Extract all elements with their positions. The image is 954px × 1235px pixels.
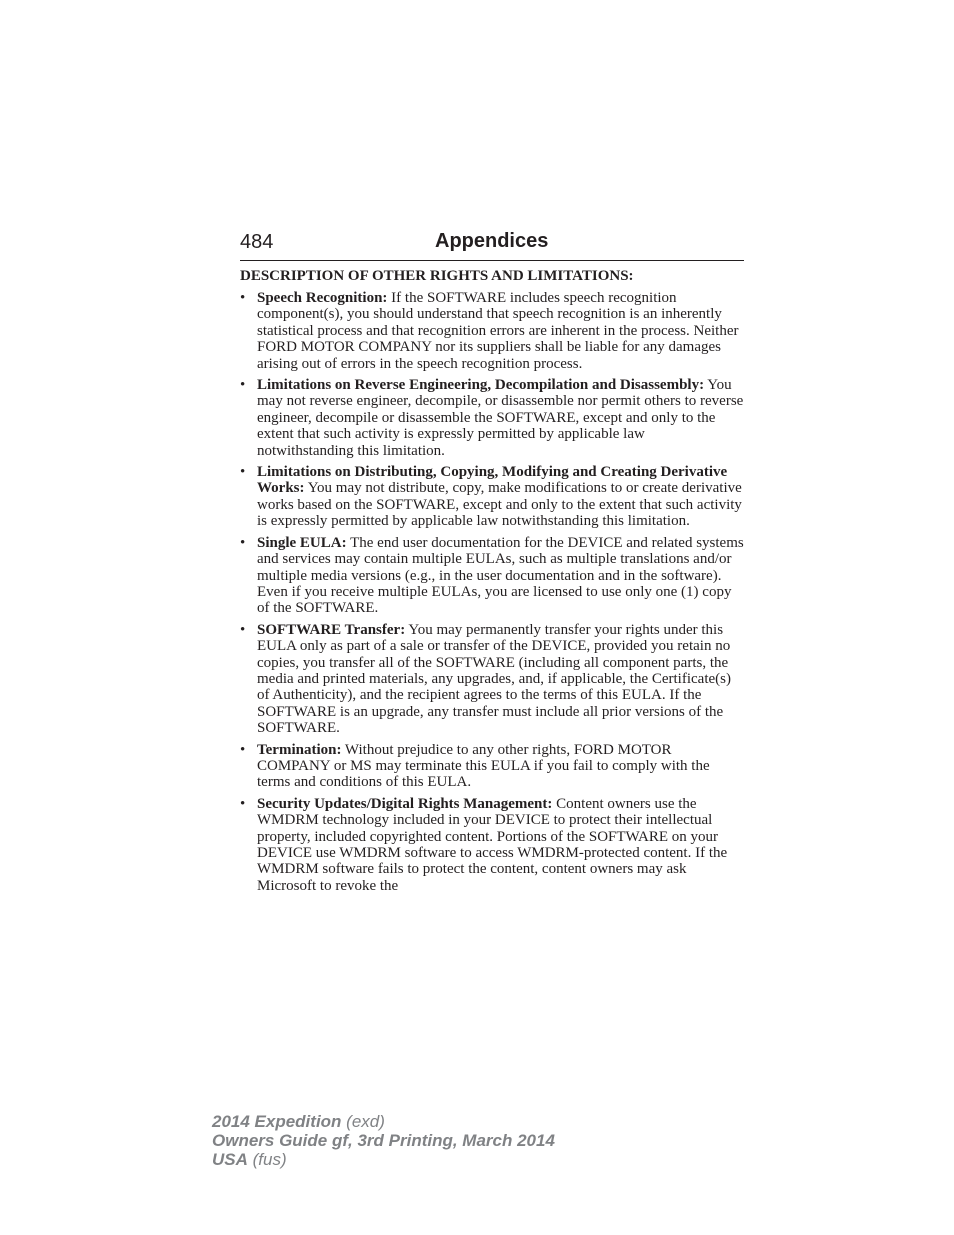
bullet-icon: • <box>240 534 246 551</box>
bullet-text: You may permanently transfer your rights under this EULA only as part of a sale or transfer of the DEVICE, provided you retain no copies, you transfer all of the SOFTWARE (including all component parts, the media and printed materials, any upgrades, and, if applicable, the Certificate(s) of Authenticity), and the recipient agrees to the terms of this EULA. If the SOFTWARE is an upgrade, any transfer must include all prior versions of the SOFTWARE. <box>257 621 731 737</box>
bullet-term: Single EULA: <box>257 534 347 551</box>
footer-model-code: (exd) <box>341 1112 385 1131</box>
bullet-item-speech-recognition <box>240 290 744 372</box>
bullet-item-single-eula <box>240 535 744 617</box>
footer-market-code: (fus) <box>247 1150 287 1169</box>
bullet-icon: • <box>240 741 246 758</box>
bullet-icon: • <box>240 377 246 394</box>
footer-guide-line: Owners Guide gf, 3rd Printing, March 2014 <box>212 1131 555 1150</box>
bullet-text: You may not reverse engineer, decompile, or disassemble nor permit others to reverse engineer, decompile or disassemble the SOFTWARE, except and only to the extent that such activity is expressly permitted by applicable law notwithstanding this limitation. <box>257 377 744 459</box>
bullet-icon: • <box>240 290 246 306</box>
bullet-text: You may not distribute, copy, make modifications to or create derivative works based on the SOFTWARE, except and only to the extent that such activity is expressly permitted by applicable law notwithstanding this limitation. <box>257 480 742 530</box>
bullet-item-security-updates <box>240 796 744 894</box>
bullet-text: If the SOFTWARE includes speech recognition component(s), you should understand that speech recognition is an inherently statistical process and that recognition errors are inherent in the process. Neither FORD MOTOR COMPANY nor its suppliers shall be liable for any damages arising out of errors in the speech recognition process. <box>257 290 739 372</box>
page-footer <box>212 1112 555 1169</box>
page-content <box>240 268 744 899</box>
section-heading: DESCRIPTION OF OTHER RIGHTS AND LIMITATIONS: <box>240 268 634 284</box>
bullet-term: Limitations on Distributing, Copying, Modifying and Creating Derivative Works: <box>257 464 728 497</box>
footer-model: 2014 Expedition <box>212 1112 342 1131</box>
bullet-text: Content owners use the WMDRM technology included in your DEVICE to protect their intellectual property, included copyrighted content. Portions of the SOFTWARE on your DEVICE use WMDRM software to access WMDRM-protected content. If the WMDRM software fails to protect the content, content owners may ask Microsoft to revoke the <box>257 795 728 894</box>
bullet-term: Security Updates/Digital Rights Management: <box>257 795 553 812</box>
bullet-text: The end user documentation for the DEVICE and related systems and services may contain multiple EULAs, such as multiple translations and/or multiple media versions (e.g., in the user documentation and in the software). Even if you receive multiple EULAs, you are licensed to use only one (1) copy of the SOFTWARE. <box>257 534 744 617</box>
bullet-term: SOFTWARE Transfer: <box>257 621 406 638</box>
chapter-title: Appendices <box>435 230 549 252</box>
bullet-term: Speech Recognition: <box>257 290 388 306</box>
bullet-icon: • <box>240 795 246 812</box>
bullet-term: Limitations on Reverse Engineering, Decompilation and Disassembly: <box>257 377 705 394</box>
bullet-list <box>240 290 744 894</box>
bullet-icon: • <box>240 464 246 481</box>
bullet-item-reverse-engineering <box>240 377 744 459</box>
bullet-text: Without prejudice to any other rights, FORD MOTOR COMPANY or MS may terminate this EULA if you fail to comply with the terms and conditions of this EULA. <box>257 741 710 791</box>
footer-model-line <box>212 1112 555 1131</box>
footer-market-line <box>212 1150 555 1169</box>
bullet-item-derivative-works <box>240 464 744 530</box>
bullet-item-termination <box>240 742 744 791</box>
bullet-item-software-transfer <box>240 622 744 737</box>
bullet-term: Termination: <box>257 741 342 758</box>
bullet-icon: • <box>240 621 246 638</box>
footer-market: USA <box>212 1150 248 1169</box>
page-header <box>240 227 744 261</box>
page-number: 484 <box>240 231 274 253</box>
